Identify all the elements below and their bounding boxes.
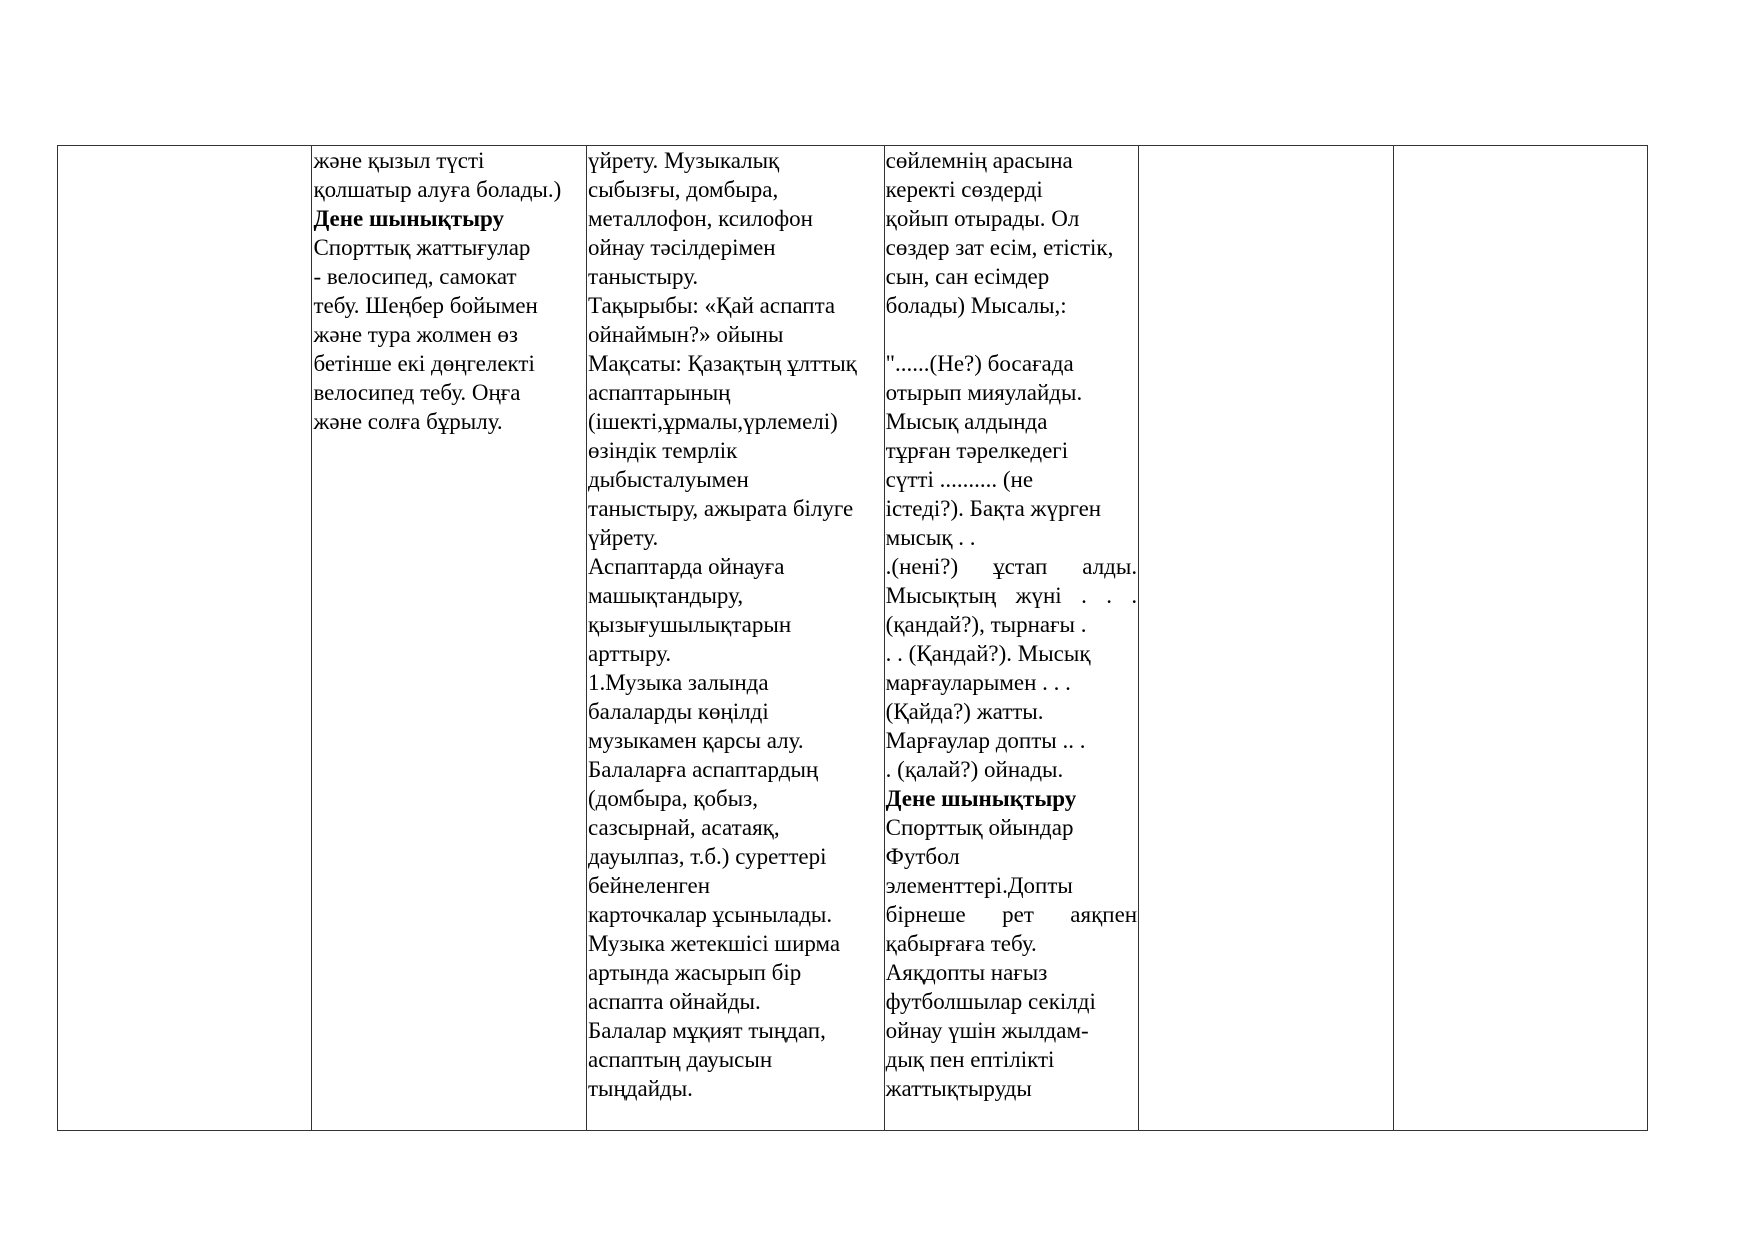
text-line: таныстыру, ажырата білуге (587, 496, 854, 521)
text-line: - велосипед, самокат (313, 264, 517, 289)
text-line: тыңдайды. (587, 1076, 693, 1101)
text-line: . . (Қандай?). Мысық (885, 641, 1091, 666)
text-line: Балалар мұқият тыңдап, (587, 1018, 826, 1043)
text-line: дауылпаз, т.б.) суреттері (587, 844, 827, 869)
text-line: Спорттық жаттығулар (313, 235, 531, 260)
text-line: отырып мияулайды. (885, 380, 1083, 405)
text-line: Аспаптарда ойнауға (587, 554, 785, 579)
text-line: аспапта ойнайды. (587, 989, 761, 1014)
text-line: сазсырнай, асатаяқ, (587, 815, 780, 840)
text-line: және тура жолмен өз (313, 322, 518, 347)
text-line: Аяқдопты нағыз (885, 960, 1048, 985)
text-line: Тақырыбы: «Қай аспапта (587, 293, 836, 318)
text-line: "......(Не?) босағада (885, 351, 1074, 376)
text-line: өзіндік темрлік (587, 438, 738, 463)
text-line: Мысық алдында (885, 409, 1048, 434)
text-line: және солға бұрылу. (313, 409, 503, 434)
text-line: бірнеше рет аяқпен (885, 902, 1138, 927)
text-line: 1.Музыка залында (587, 670, 769, 695)
text-line: музыкамен қарсы алу. (587, 728, 804, 753)
table-cell-col1 (58, 146, 312, 1131)
text-line: тұрған тәрелкедегі (885, 438, 1069, 463)
text-line: жаттықтыруды (885, 1076, 1032, 1101)
text-line: (Қайда?) жатты. (885, 699, 1044, 724)
text-line: балаларды көңілді (587, 699, 769, 724)
text-line: мысық . . (885, 525, 976, 550)
text-line: Марғаулар допты .. . (885, 728, 1086, 753)
text-line: керекті сөздерді (885, 177, 1043, 202)
text-line: қабырғаға тебу. (885, 931, 1037, 956)
table-cell-col5 (1139, 146, 1393, 1131)
text-line: үйрету. (587, 525, 659, 550)
text-line: машықтандыру, (587, 583, 744, 608)
text-line: (қандай?), тырнағы . (885, 612, 1087, 637)
text-line: ойнау үшін жылдам- (885, 1018, 1089, 1043)
text-line: болады) Мысалы,: (885, 293, 1067, 318)
text-line: футболшылар секілді (885, 989, 1096, 1014)
text-line: қойып отырады. Ол (885, 206, 1080, 231)
text-line: ойнаймын?» ойыны (587, 322, 784, 347)
text-line: . (қалай?) ойнады. (885, 757, 1064, 782)
table-cell-col3 (586, 146, 884, 1131)
text-line: аспаптың дауысын (587, 1047, 773, 1072)
text-line: бейнеленген (587, 873, 711, 898)
text-line: істеді?). Бақта жүрген (885, 496, 1102, 521)
text-line: Балаларға аспаптардың (587, 757, 819, 782)
text-line: марғауларымен . . . (885, 670, 1071, 695)
text-line (886, 320, 1137, 349)
section-heading: Дене шынықтыру (885, 786, 1077, 811)
text-line: тебу. Шеңбер бойымен (313, 293, 538, 318)
text-line: сыбызғы, домбыра, (587, 177, 779, 202)
text-line: (ішекті,ұрмалы,үрлемелі) (587, 409, 838, 434)
text-line: және қызыл түсті (313, 148, 485, 173)
text-line: сөйлемнің арасына (885, 148, 1073, 173)
lesson-plan-table (57, 145, 1648, 1131)
text-line: Футбол (885, 844, 960, 869)
text-line: Музыка жетекшісі ширма (587, 931, 841, 956)
table-cell-col6 (1393, 146, 1647, 1131)
text-line: .(нені?) ұстап алды. (885, 554, 1138, 579)
text-line: ойнау тәсілдерімен (587, 235, 776, 260)
table-cell-col2 (312, 146, 587, 1131)
table-cell-col4 (884, 146, 1138, 1131)
text-line: (домбыра, қобыз, (587, 786, 758, 811)
section-heading: Дене шынықтыру (313, 206, 505, 231)
text-line: Спорттық ойындар (885, 815, 1074, 840)
text-line: Мысықтың жүні . . . (885, 583, 1138, 608)
text-line: дық пен ептілікті (885, 1047, 1055, 1072)
text-line: сүтті .......... (не (885, 467, 1034, 492)
text-line: артында жасырып бір (587, 960, 802, 985)
text-line: қолшатыр алуға болады.) (313, 177, 562, 202)
text-line: карточкалар ұсынылады. (587, 902, 833, 927)
text-line: сөздер зат есім, етістік, (885, 235, 1114, 260)
text-line: үйрету. Музыкалық (587, 148, 780, 173)
text-line: қызығушылықтарын (587, 612, 792, 637)
text-line: таныстыру. (587, 264, 699, 289)
text-line: элементтері.Допты (885, 873, 1073, 898)
text-line: велосипед тебу. Оңға (313, 380, 521, 405)
table-row (58, 146, 1648, 1131)
text-line: Мақсаты: Қазақтың ұлттық (587, 351, 857, 376)
text-line: металлофон, ксилофон (587, 206, 813, 231)
text-line: аспаптарының (587, 380, 731, 405)
text-line: бетінше екі дөңгелекті (313, 351, 535, 376)
text-line: арттыру. (587, 641, 672, 666)
text-line: сын, сан есімдер (885, 264, 1050, 289)
text-line: дыбысталуымен (587, 467, 749, 492)
